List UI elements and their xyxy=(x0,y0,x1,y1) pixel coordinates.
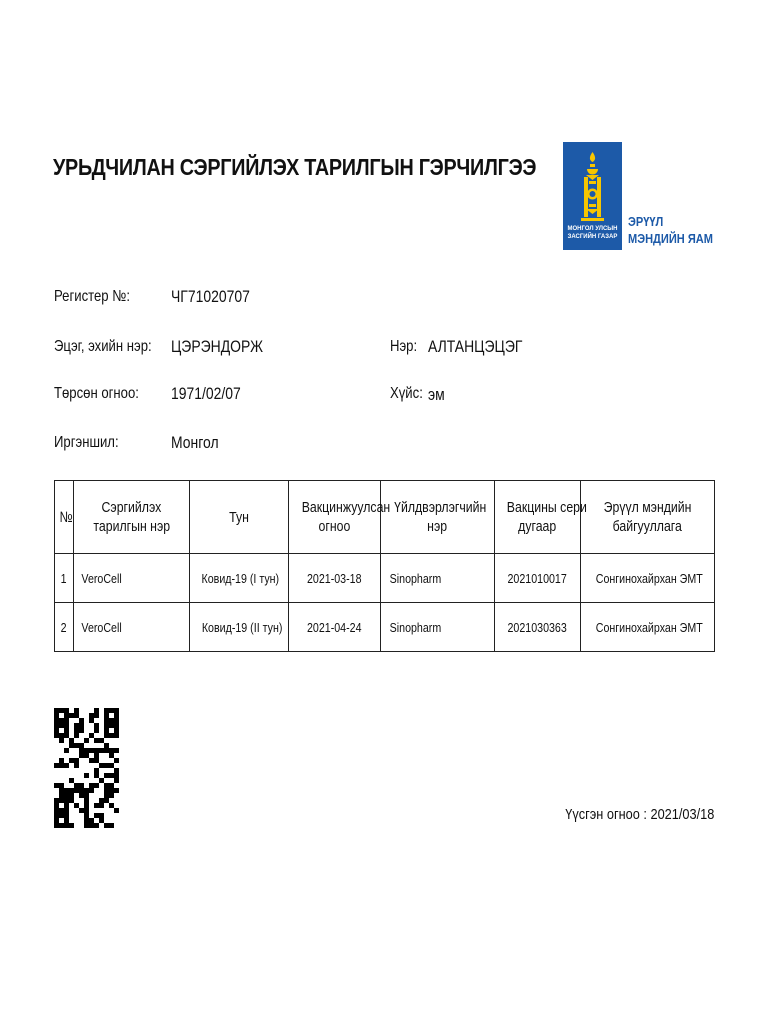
created-date xyxy=(565,806,714,823)
ministry-name-line1: ЭРҮҮЛ xyxy=(628,214,664,229)
table-row xyxy=(55,554,715,603)
cell-maker: Sinopharm xyxy=(381,603,495,652)
sex-label: Хүйс: xyxy=(390,385,423,402)
header-serial: Вакцины сери дугаар xyxy=(495,481,581,554)
dob-label: Төрсөн огноо: xyxy=(54,385,139,402)
cell-serial: 2021030363 xyxy=(495,603,581,652)
citizenship-value: Монгол xyxy=(171,433,219,452)
cell-date: 2021-03-18 xyxy=(289,554,381,603)
document-title: УРЬДЧИЛАН СЭРГИЙЛЭХ ТАРИЛГЫН ГЭРЧИЛГЭЭ xyxy=(53,154,537,180)
qr-code-icon xyxy=(54,708,119,828)
sex-value: эм xyxy=(428,385,445,404)
cell-num: 2 xyxy=(55,603,74,652)
name-label: Нэр: xyxy=(390,338,418,355)
vaccination-table xyxy=(54,480,715,652)
emblem-caption-line2: ЗАСГИЙН ГАЗАР xyxy=(567,234,618,240)
citizenship-label: Иргэншил: xyxy=(54,434,119,451)
cell-serial: 2021010017 xyxy=(495,554,581,603)
cell-date: 2021-04-24 xyxy=(289,603,381,652)
cell-maker: Sinopharm xyxy=(381,554,495,603)
cell-vaccine: VeroCell xyxy=(74,554,190,603)
cell-org: Сонгинохайрхан ЭМТ xyxy=(581,603,715,652)
surname-label: Эцэг, эхийн нэр: xyxy=(54,338,152,355)
created-date-label: Үүсгэн огноо : xyxy=(564,806,647,823)
cell-dose: Ковид-19 (I тун) xyxy=(190,554,289,603)
header-org: Эрүүл мэндийн байгууллага xyxy=(581,481,715,554)
created-date-value: 2021/03/18 xyxy=(650,806,714,823)
table-header-row xyxy=(55,481,715,554)
government-emblem-logo xyxy=(563,142,622,250)
dob-value: 1971/02/07 xyxy=(171,384,241,403)
ministry-name xyxy=(628,213,713,247)
cell-dose: Ковид-19 (II тун) xyxy=(190,603,289,652)
header-dose: Тун xyxy=(190,481,289,554)
ministry-name-line2: МЭНДИЙН ЯАМ xyxy=(628,231,713,246)
header-maker: Үйлдвэрлэгчийн нэр xyxy=(381,481,495,554)
register-value: ЧГ71020707 xyxy=(171,287,250,306)
name-value: АЛТАНЦЭЦЭГ xyxy=(428,337,523,356)
header-date: Вакцинжуулсан огноо xyxy=(289,481,381,554)
emblem-caption-line1: МОНГОЛ УЛСЫН xyxy=(567,226,618,232)
surname-value: ЦЭРЭНДОРЖ xyxy=(171,337,264,356)
cell-num: 1 xyxy=(55,554,74,603)
table-row xyxy=(55,603,715,652)
header-vaccine: Сэргийлэх тарилгын нэр xyxy=(74,481,190,554)
cell-org: Сонгинохайрхан ЭМТ xyxy=(581,554,715,603)
register-label: Регистер №: xyxy=(54,288,130,305)
header-num: № xyxy=(55,481,74,554)
cell-vaccine: VeroCell xyxy=(74,603,190,652)
